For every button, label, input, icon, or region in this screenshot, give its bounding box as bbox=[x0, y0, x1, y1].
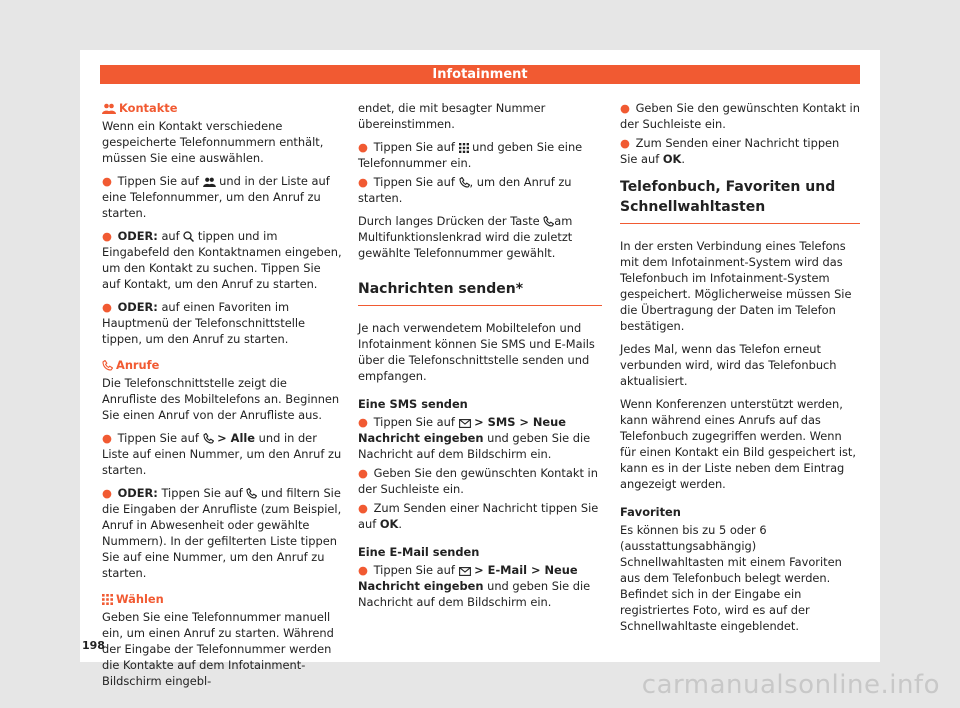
bullet-item: ● Tippen Sie auf > SMS > Neue Nachricht eingeben und geben Sie die Nachricht auf dem Bildschirm ein. bbox=[358, 415, 591, 461]
email-heading: Eine E-Mail senden bbox=[358, 545, 480, 559]
phone-icon bbox=[543, 216, 554, 227]
telefonbuch-p1: In der ersten Verbindung eines Telefons mit dem Infotainment-System wird das Telefonbuch im Infotainment-System gespeichert. Möglicherweise müssen Sie die Übertragung der Daten im Telefon bestätigen. bbox=[620, 239, 852, 333]
bullet-item: ● Tippen Sie auf > E-Mail > Neue Nachricht eingeben und geben Sie die Nachricht auf dem Bildschirm ein. bbox=[358, 563, 591, 609]
favoriten-heading: Favoriten bbox=[620, 505, 681, 519]
kontakte-intro: Wenn ein Kontakt verschiedene gespeicherte Telefonnummern enthält, müssen Sie eine auswählen. bbox=[102, 119, 324, 165]
waehlen-heading: Wählen bbox=[102, 591, 342, 607]
page-header: Infotainment bbox=[100, 65, 860, 84]
bullet-item: ● Zum Senden einer Nachricht tippen Sie auf OK. bbox=[620, 136, 840, 166]
favoriten-text: Es können bis zu 5 oder 6 (ausstattungsabhängig) Schnellwahltasten mit einem Favoriten aus dem Telefonbuch belegt werden. Befindet sich in der Eingabe ein registriertes Foto, wird es auf der Schnellwahltaste eingeblendet. bbox=[620, 523, 842, 633]
anrufe-intro: Die Telefonschnittstelle zeigt die Anrufliste des Mobiltelefons an. Beginnen Sie einen Anruf von der Anrufliste aus. bbox=[102, 376, 340, 422]
contacts-icon bbox=[102, 103, 116, 114]
longpress-text: Durch langes Drücken der Taste am Multifunktionslenkrad wird die zuletzt gewählte Telefonnummer gewählt. bbox=[358, 214, 573, 260]
bullet-item: ● Tippen Sie auf und geben Sie eine Telefonnummer ein. bbox=[358, 140, 583, 170]
bullet-item: ● ODER: auf einen Favoriten im Hauptmenü der Telefonschnittstelle tippen, um den Anruf zu starten. bbox=[102, 300, 306, 346]
page-number: 198 bbox=[82, 639, 105, 652]
section-title-nachrichten: Nachrichten senden* bbox=[358, 279, 602, 306]
bullet-item: ● Zum Senden einer Nachricht tippen Sie auf OK. bbox=[358, 501, 599, 531]
column-2 bbox=[358, 100, 602, 617]
bullet-item: ● ODER: Tippen Sie auf und filtern Sie die Eingaben der Anrufliste (zum Beispiel, Anruf in Abwesenheit oder gewählte Nummern). In der gefilterten Liste tippen Sie auf eine Nummer, um den Anruf zu starten. bbox=[102, 486, 342, 580]
section-title-telefonbuch: Telefonbuch, Favoriten und Schnellwahltasten bbox=[620, 177, 860, 224]
phone-icon bbox=[102, 360, 113, 371]
continued-text: endet, die mit besagter Nummer übereinstimmen. bbox=[358, 101, 546, 131]
phone-icon bbox=[246, 488, 257, 499]
column-3 bbox=[620, 100, 860, 641]
keypad-icon bbox=[102, 594, 113, 605]
phone-icon bbox=[459, 177, 470, 188]
telefonbuch-p3: Wenn Konferenzen unterstützt werden, kann während eines Anrufs auf das Telefonbuch zugegriffen werden. Wenn für einen Kontakt ein Bild gespeichert ist, kann es in der Liste neben dem Eintrag angezeigt werden. bbox=[620, 397, 857, 491]
sms-heading: Eine SMS senden bbox=[358, 397, 468, 411]
nachrichten-intro: Je nach verwendetem Mobiltelefon und Infotainment können Sie SMS und E-Mails über die Telefonschnittstelle senden und empfangen. bbox=[358, 321, 595, 383]
envelope-icon bbox=[459, 419, 471, 428]
envelope-icon bbox=[459, 567, 471, 576]
bullet-item: ● Tippen Sie auf > Alle und in der Liste auf einen Nummer, um den Anruf zu starten. bbox=[102, 431, 342, 477]
phone-icon bbox=[203, 433, 214, 444]
waehlen-text: Geben Sie eine Telefonnummer manuell ein, um einen Anruf zu starten. Während der Eingabe der Telefonnummer werden die Kontakte auf dem Infotainment-Bildschirm eingebl- bbox=[102, 610, 334, 688]
bullet-item: ● ODER: auf tippen und im Eingabefeld den Kontaktnamen eingeben, um den Kontakt zu suchen. Tippen Sie auf Kontakt, um den Anruf zu starten. bbox=[102, 229, 342, 291]
column-1 bbox=[102, 100, 342, 696]
keypad-icon bbox=[459, 143, 469, 153]
anrufe-heading: Anrufe bbox=[102, 357, 342, 373]
watermark: carmanualsonline.info bbox=[641, 670, 940, 700]
bullet-item: ● Geben Sie den gewünschten Kontakt in der Suchleiste ein. bbox=[358, 466, 598, 496]
telefonbuch-p2: Jedes Mal, wenn das Telefon erneut verbunden wird, wird das Telefonbuch aktualisiert. bbox=[620, 342, 837, 388]
bullet-item: ● Geben Sie den gewünschten Kontakt in der Suchleiste ein. bbox=[620, 101, 860, 131]
bullet-item: ● Tippen Sie auf und in der Liste auf eine Telefonnummer, um den Anruf zu starten. bbox=[102, 174, 330, 220]
search-icon bbox=[183, 231, 194, 242]
kontakte-heading: Kontakte bbox=[102, 100, 342, 116]
contacts-icon bbox=[203, 177, 216, 187]
bullet-item: ● Tippen Sie auf , um den Anruf zu starten. bbox=[358, 175, 572, 205]
manual-page bbox=[80, 50, 880, 688]
